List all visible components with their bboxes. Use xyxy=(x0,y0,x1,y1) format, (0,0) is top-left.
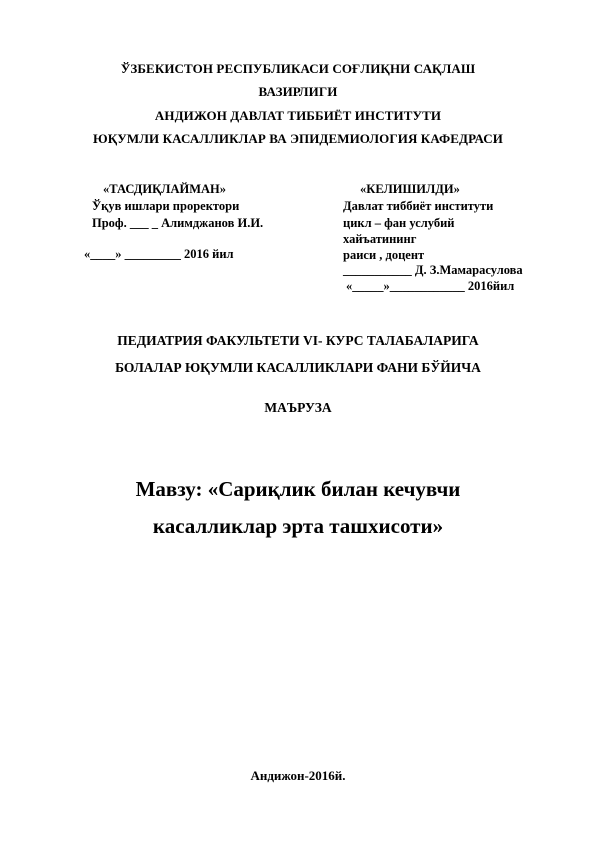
approve-role: Ўқув ишлари проректори xyxy=(92,199,240,213)
department-name: ЮҚУМЛИ КАСАЛЛИКЛАР ВА ЭПИДЕМИОЛОГИЯ КАФЕДРАСИ xyxy=(92,131,503,146)
subject-line: БОЛАЛАР ЮҚУМЛИ КАСАЛЛИКЛАРИ ФАНИ БЎЙИЧА xyxy=(115,360,481,375)
agree-line-4: раиси , доцент xyxy=(343,248,425,262)
agree-signature-blank: ___________ xyxy=(343,263,412,277)
approve-date: «____» _________ 2016 йил xyxy=(84,247,234,261)
agree-signer: Д. З.Мамарасулова xyxy=(411,263,523,277)
agree-line-2: цикл – фан услубий xyxy=(343,216,455,230)
topic-line-1: Мавзу: «Сариқлик билан кечувчи xyxy=(135,477,461,501)
lecture-label: МАЪРУЗА xyxy=(264,400,332,415)
agree-signature-row xyxy=(343,263,523,278)
place-year: Андижон-2016й. xyxy=(250,768,346,783)
faculty-line: ПЕДИАТРИЯ ФАКУЛЬТЕТИ VI- КУРС ТАЛАБАЛАРИГА xyxy=(117,333,479,348)
agree-line-3: хайъатининг xyxy=(343,232,417,246)
institute-name: АНДИЖОН ДАВЛАТ ТИББИЁТ ИНСТИТУТИ xyxy=(154,108,442,123)
topic-line-2: касалликлар эрта ташхисоти» xyxy=(152,514,444,538)
approve-title: «ТАСДИҚЛАЙМАН» xyxy=(103,182,227,196)
agree-date: «_____»____________ 2016йил xyxy=(346,279,515,293)
agree-title: «КЕЛИШИЛДИ» xyxy=(360,182,460,196)
approve-name: Проф. ___ _ Алимджанов И.И. xyxy=(92,216,264,230)
ministry-line-2: ВАЗИРЛИГИ xyxy=(258,84,338,99)
agree-line-1: Давлат тиббиёт институти xyxy=(343,199,494,213)
ministry-line-1: ЎЗБЕКИСТОН РЕСПУБЛИКАСИ СОҒЛИҚНИ САҚЛАШ xyxy=(120,61,476,76)
